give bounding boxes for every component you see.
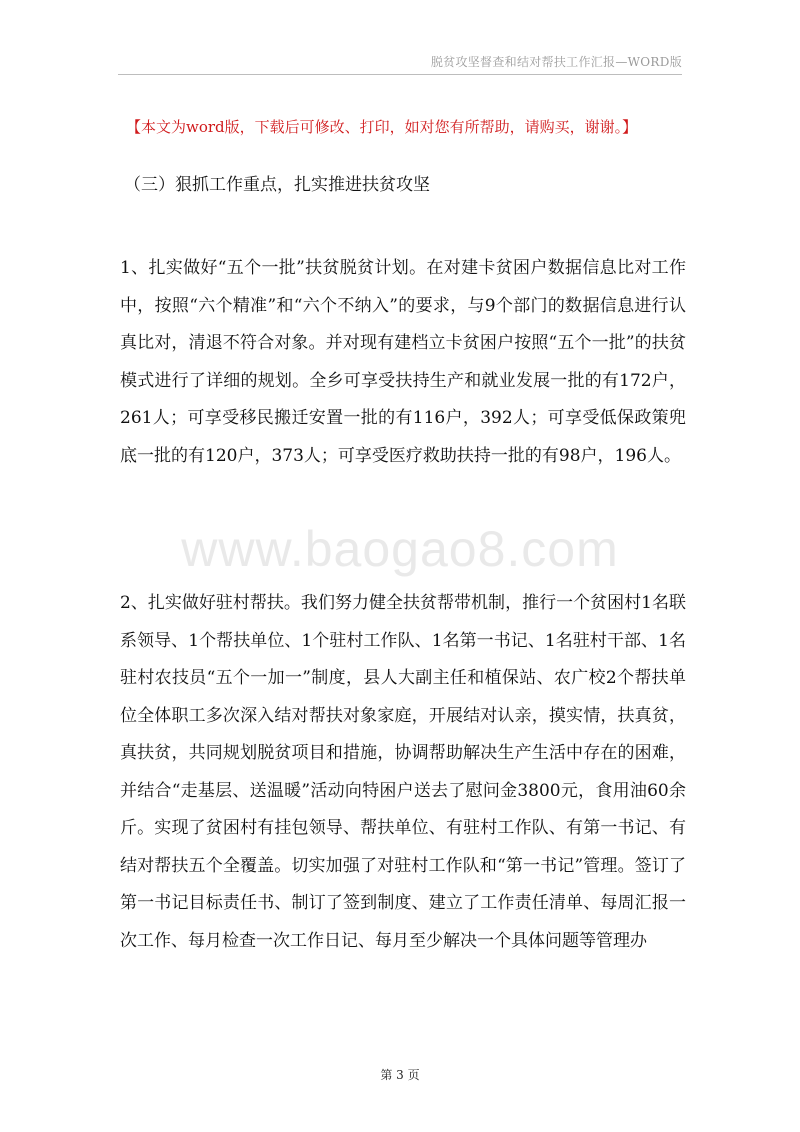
page-number: 第 3 页 xyxy=(380,1068,420,1082)
section-heading: （三）狠抓工作重点，扎实推进扶贫攻坚 xyxy=(124,175,430,195)
watermark: www.baogao8.com xyxy=(181,521,619,577)
running-header: 脱贫攻坚督查和结对帮扶工作汇报—WORD版 xyxy=(430,55,682,69)
paragraph-2: 2、扎实做好驻村帮扶。我们努力健全扶贫帮带机制，推行一个贫困村1名联系领导、1个帮扶单位、1个驻村工作队、1名第一书记、1名驻村干部、1名驻村农技员“五个一加一”制度，县人大副主任和植保站、农广校2个帮扶单位全体职工多次深入结对帮扶对象家庭，开展结对认亲，摸实情，扶真贫，真扶贫，共同规划脱贫项目和措施，协调帮助解决生产生活中存在的困难，并结合“走基层、送温暖”活动向特困户送去了慰问金3800元，食用油60余斤。实现了贫困村有挂包领导、帮扶单位、有驻村工作队、有第一书记、有结对帮扶五个全覆盖。切实加强了对驻村工作队和“第一书记”管理。签订了第一书记目标责任书、制订了签到制度、建立了工作责任清单、每周汇报一次工作、每月检查一次工作日记、每月至少解决一个具体问题等管理办 xyxy=(120,593,686,951)
purchase-notice: 【本文为word版，下载后可修改、打印，如对您有所帮助，请购买，谢谢。】 xyxy=(126,118,638,136)
header-divider xyxy=(118,74,682,75)
paragraph-1: 1、扎实做好“五个一批”扶贫脱贫计划。在对建卡贫困户数据信息比对工作中，按照“六个精准”和“六个不纳入”的要求，与9个部门的数据信息进行认真比对，清退不符合对象。并对现有建档立卡贫困户按照“五个一批”的扶贫模式进行了详细的规划。全乡可享受扶持生产和就业发展一批的有172户，261人；可享受移民搬迁安置一批的有116户，392人；可享受低保政策兜底一批的有120户，373人；可享受医疗救助扶持一批的有98户，196人。 xyxy=(120,258,686,466)
